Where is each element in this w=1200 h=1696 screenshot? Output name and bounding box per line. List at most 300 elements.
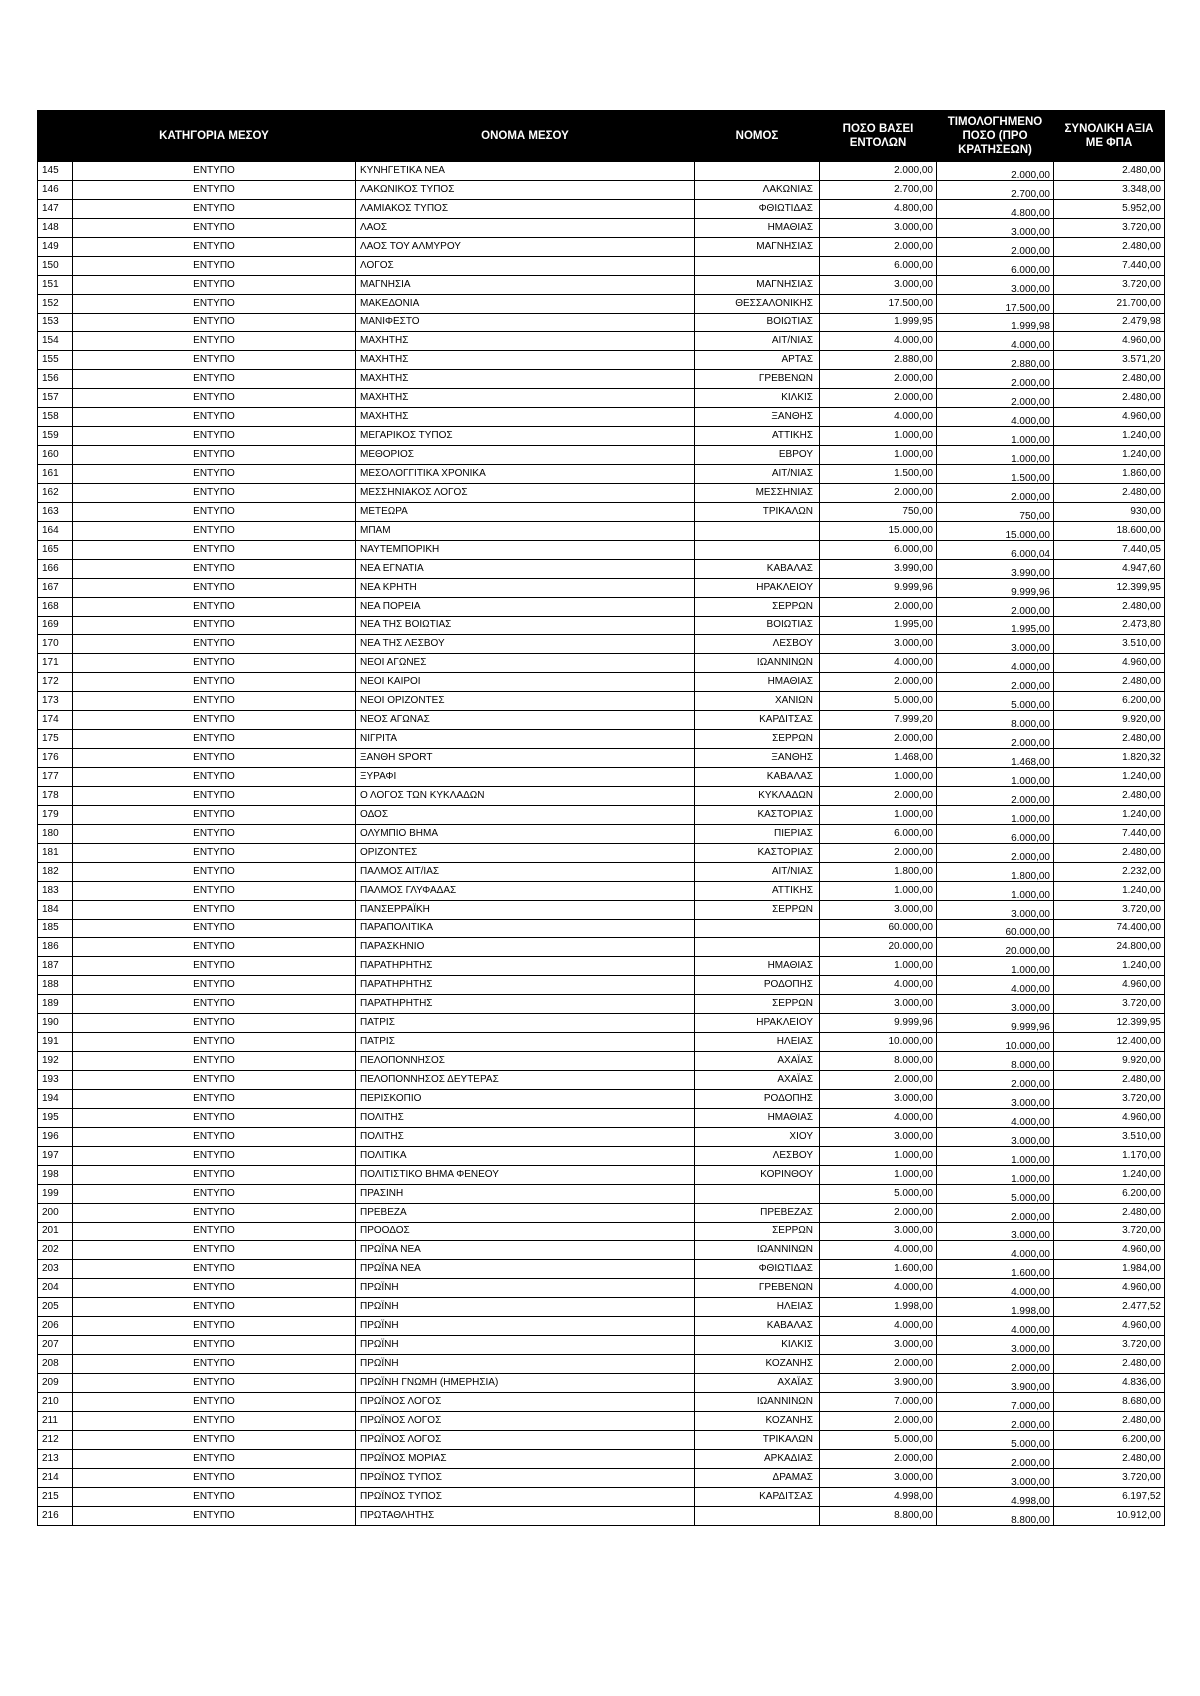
- table-row: [38, 1336, 1165, 1355]
- cell-row-number: 178: [38, 786, 73, 805]
- cell-invoiced-amount: 6.000,00: [937, 824, 1054, 843]
- cell-media-name: ΠΟΛΙΤΗΣ: [356, 1108, 695, 1127]
- table-row: [38, 162, 1165, 181]
- table-row: [38, 1317, 1165, 1336]
- cell-total-with-vat: 4.947,60: [1054, 559, 1165, 578]
- cell-media-category: ΕΝΤΥΠΟ: [73, 1089, 356, 1108]
- cell-media-category: ΕΝΤΥΠΟ: [73, 805, 356, 824]
- cell-amount-by-orders: 3.000,00: [820, 1468, 937, 1487]
- table-row: [38, 237, 1165, 256]
- table-row: [38, 711, 1165, 730]
- cell-media-name: ΠΟΛΙΤΗΣ: [356, 1127, 695, 1146]
- cell-media-name: ΛΑΟΣ: [356, 218, 695, 237]
- cell-row-number: 197: [38, 1146, 73, 1165]
- cell-invoiced-amount: 1.000,00: [937, 881, 1054, 900]
- cell-row-number: 201: [38, 1222, 73, 1241]
- cell-total-with-vat: 1.240,00: [1054, 768, 1165, 787]
- cell-total-with-vat: 2.480,00: [1054, 597, 1165, 616]
- cell-media-category: ΕΝΤΥΠΟ: [73, 1014, 356, 1033]
- cell-row-number: 164: [38, 521, 73, 540]
- cell-total-with-vat: 2.480,00: [1054, 237, 1165, 256]
- cell-total-with-vat: 8.680,00: [1054, 1392, 1165, 1411]
- table-row: [38, 881, 1165, 900]
- cell-prefecture: [695, 162, 820, 181]
- table-row: [38, 1487, 1165, 1506]
- cell-prefecture: ΜΕΣΣΗΝΙΑΣ: [695, 483, 820, 502]
- cell-media-name: ΟΛΥΜΠΙΟ ΒΗΜΑ: [356, 824, 695, 843]
- cell-invoiced-amount: 4.000,00: [937, 408, 1054, 427]
- cell-total-with-vat: 1.820,32: [1054, 749, 1165, 768]
- cell-row-number: 171: [38, 654, 73, 673]
- cell-amount-by-orders: 2.000,00: [820, 162, 937, 181]
- cell-media-category: ΕΝΤΥΠΟ: [73, 199, 356, 218]
- cell-invoiced-amount: 2.000,00: [937, 483, 1054, 502]
- table-row: [38, 786, 1165, 805]
- cell-amount-by-orders: 1.999,95: [820, 313, 937, 332]
- cell-media-category: ΕΝΤΥΠΟ: [73, 673, 356, 692]
- cell-media-category: ΕΝΤΥΠΟ: [73, 427, 356, 446]
- cell-media-category: ΕΝΤΥΠΟ: [73, 1146, 356, 1165]
- cell-invoiced-amount: 2.000,00: [937, 389, 1054, 408]
- cell-row-number: 215: [38, 1487, 73, 1506]
- table-row: [38, 597, 1165, 616]
- cell-media-category: ΕΝΤΥΠΟ: [73, 1071, 356, 1090]
- cell-media-name: ΠΡΩΪΝΟΣ ΛΟΓΟΣ: [356, 1392, 695, 1411]
- cell-row-number: 169: [38, 616, 73, 635]
- cell-total-with-vat: 21.700,00: [1054, 294, 1165, 313]
- cell-media-name: ΠΟΛΙΤΙΚΑ: [356, 1146, 695, 1165]
- cell-media-name: ΜΕΤΕΩΡΑ: [356, 502, 695, 521]
- cell-row-number: 183: [38, 881, 73, 900]
- table-row: [38, 1411, 1165, 1430]
- cell-total-with-vat: 3.720,00: [1054, 1222, 1165, 1241]
- cell-row-number: 159: [38, 427, 73, 446]
- table-row: [38, 1355, 1165, 1374]
- header-row-number: [38, 111, 73, 162]
- cell-media-category: ΕΝΤΥΠΟ: [73, 1108, 356, 1127]
- cell-media-name: ΠΑΝΣΕΡΡΑΪΚΗ: [356, 900, 695, 919]
- table-row: [38, 502, 1165, 521]
- cell-total-with-vat: 4.960,00: [1054, 1108, 1165, 1127]
- table-row: [38, 218, 1165, 237]
- table-row: [38, 654, 1165, 673]
- table-row: [38, 521, 1165, 540]
- cell-total-with-vat: 7.440,00: [1054, 824, 1165, 843]
- cell-row-number: 211: [38, 1411, 73, 1430]
- cell-total-with-vat: 3.348,00: [1054, 180, 1165, 199]
- cell-amount-by-orders: 3.900,00: [820, 1374, 937, 1393]
- cell-media-category: ΕΝΤΥΠΟ: [73, 465, 356, 484]
- cell-prefecture: ΑΡΚΑΔΙΑΣ: [695, 1449, 820, 1468]
- cell-media-name: ΞΑΝΘΗ SPORT: [356, 749, 695, 768]
- cell-total-with-vat: 2.480,00: [1054, 786, 1165, 805]
- cell-media-name: ΜΑΧΗΤΗΣ: [356, 389, 695, 408]
- cell-row-number: 185: [38, 919, 73, 938]
- cell-media-category: ΕΝΤΥΠΟ: [73, 1279, 356, 1298]
- cell-prefecture: ΡΟΔΟΠΗΣ: [695, 976, 820, 995]
- cell-total-with-vat: 2.480,00: [1054, 673, 1165, 692]
- cell-media-category: ΕΝΤΥΠΟ: [73, 1241, 356, 1260]
- table-row: [38, 1468, 1165, 1487]
- cell-media-category: ΕΝΤΥΠΟ: [73, 1165, 356, 1184]
- cell-prefecture: ΗΡΑΚΛΕΙΟΥ: [695, 1014, 820, 1033]
- cell-total-with-vat: 4.960,00: [1054, 1241, 1165, 1260]
- cell-media-category: ΕΝΤΥΠΟ: [73, 881, 356, 900]
- cell-media-name: ΛΑΚΩΝΙΚΟΣ ΤΥΠΟΣ: [356, 180, 695, 199]
- table-row: [38, 446, 1165, 465]
- cell-media-category: ΕΝΤΥΠΟ: [73, 654, 356, 673]
- cell-prefecture: [695, 540, 820, 559]
- header-amount-by-orders: ΠΟΣΟ ΒΑΣΕΙ ΕΝΤΟΛΩΝ: [820, 111, 937, 162]
- cell-media-name: ΠΡΟΟΔΟΣ: [356, 1222, 695, 1241]
- cell-amount-by-orders: 1.800,00: [820, 862, 937, 881]
- cell-media-name: ΜΕΓΑΡΙΚΟΣ ΤΥΠΟΣ: [356, 427, 695, 446]
- cell-media-name: ΜΕΣΟΛΟΓΓΙΤΙΚΑ ΧΡΟΝΙΚΑ: [356, 465, 695, 484]
- table-row: [38, 824, 1165, 843]
- cell-prefecture: ΒΟΙΩΤΙΑΣ: [695, 616, 820, 635]
- cell-media-name: ΟΡΙΖΟΝΤΕΣ: [356, 843, 695, 862]
- cell-amount-by-orders: 4.000,00: [820, 408, 937, 427]
- cell-media-category: ΕΝΤΥΠΟ: [73, 1336, 356, 1355]
- cell-row-number: 152: [38, 294, 73, 313]
- cell-total-with-vat: 9.920,00: [1054, 1052, 1165, 1071]
- cell-total-with-vat: 3.510,00: [1054, 1127, 1165, 1146]
- table-row: [38, 1146, 1165, 1165]
- cell-media-name: ΛΑΜΙΑΚΟΣ ΤΥΠΟΣ: [356, 199, 695, 218]
- cell-row-number: 157: [38, 389, 73, 408]
- cell-invoiced-amount: 5.000,00: [937, 692, 1054, 711]
- cell-row-number: 160: [38, 446, 73, 465]
- cell-prefecture: [695, 1506, 820, 1525]
- cell-prefecture: ΛΕΣΒΟΥ: [695, 1146, 820, 1165]
- cell-total-with-vat: 2.480,00: [1054, 389, 1165, 408]
- cell-amount-by-orders: 2.000,00: [820, 730, 937, 749]
- cell-media-name: ΠΕΛΟΠΟΝΝΗΣΟΣ: [356, 1052, 695, 1071]
- cell-invoiced-amount: 2.000,00: [937, 162, 1054, 181]
- cell-prefecture: ΚΑΒΑΛΑΣ: [695, 1317, 820, 1336]
- cell-prefecture: ΒΟΙΩΤΙΑΣ: [695, 313, 820, 332]
- table-row: [38, 938, 1165, 957]
- cell-media-name: ΠΡΑΣΙΝΗ: [356, 1184, 695, 1203]
- cell-invoiced-amount: 5.000,00: [937, 1430, 1054, 1449]
- cell-prefecture: ΛΕΣΒΟΥ: [695, 635, 820, 654]
- cell-invoiced-amount: 750,00: [937, 502, 1054, 521]
- cell-prefecture: ΚΟΡΙΝΘΟΥ: [695, 1165, 820, 1184]
- cell-invoiced-amount: 4.000,00: [937, 654, 1054, 673]
- cell-amount-by-orders: 4.000,00: [820, 1317, 937, 1336]
- cell-media-category: ΕΝΤΥΠΟ: [73, 1506, 356, 1525]
- cell-media-category: ΕΝΤΥΠΟ: [73, 957, 356, 976]
- cell-row-number: 156: [38, 370, 73, 389]
- cell-media-category: ΕΝΤΥΠΟ: [73, 502, 356, 521]
- cell-row-number: 158: [38, 408, 73, 427]
- cell-media-category: ΕΝΤΥΠΟ: [73, 313, 356, 332]
- cell-prefecture: ΑΤΤΙΚΗΣ: [695, 427, 820, 446]
- cell-total-with-vat: 4.960,00: [1054, 1279, 1165, 1298]
- table-row: [38, 1506, 1165, 1525]
- cell-row-number: 196: [38, 1127, 73, 1146]
- cell-amount-by-orders: 8.800,00: [820, 1506, 937, 1525]
- cell-total-with-vat: 2.477,52: [1054, 1298, 1165, 1317]
- table-row: [38, 1108, 1165, 1127]
- cell-media-category: ΕΝΤΥΠΟ: [73, 1203, 356, 1222]
- cell-prefecture: ΗΜΑΘΙΑΣ: [695, 957, 820, 976]
- cell-media-category: ΕΝΤΥΠΟ: [73, 483, 356, 502]
- cell-amount-by-orders: 2.000,00: [820, 597, 937, 616]
- cell-amount-by-orders: 1.000,00: [820, 1146, 937, 1165]
- cell-media-name: ΠΟΛΙΤΙΣΤΙΚΟ ΒΗΜΑ ΦΕΝΕΟΥ: [356, 1165, 695, 1184]
- table-row: [38, 1052, 1165, 1071]
- table-row: [38, 408, 1165, 427]
- cell-prefecture: ΛΑΚΩΝΙΑΣ: [695, 180, 820, 199]
- table-row: [38, 900, 1165, 919]
- cell-media-category: ΕΝΤΥΠΟ: [73, 1374, 356, 1393]
- cell-media-name: ΠΡΩΪΝΟΣ ΛΟΓΟΣ: [356, 1430, 695, 1449]
- cell-row-number: 192: [38, 1052, 73, 1071]
- cell-total-with-vat: 1.860,00: [1054, 465, 1165, 484]
- cell-media-name: ΠΡΩΪΝΗ: [356, 1355, 695, 1374]
- cell-amount-by-orders: 1.000,00: [820, 427, 937, 446]
- cell-media-name: ΠΑΡΑΣΚΗΝΙΟ: [356, 938, 695, 957]
- cell-media-category: ΕΝΤΥΠΟ: [73, 1411, 356, 1430]
- table-row: [38, 256, 1165, 275]
- cell-invoiced-amount: 2.000,00: [937, 370, 1054, 389]
- spreadsheet-page: [37, 110, 1164, 1526]
- cell-invoiced-amount: 6.000,00: [937, 256, 1054, 275]
- cell-amount-by-orders: 1.000,00: [820, 805, 937, 824]
- cell-amount-by-orders: 6.000,00: [820, 540, 937, 559]
- cell-total-with-vat: 3.720,00: [1054, 1336, 1165, 1355]
- cell-media-category: ΕΝΤΥΠΟ: [73, 616, 356, 635]
- cell-amount-by-orders: 9.999,96: [820, 578, 937, 597]
- cell-media-name: ΠΑΤΡΙΣ: [356, 1014, 695, 1033]
- table-row: [38, 1260, 1165, 1279]
- cell-prefecture: ΘΕΣΣΑΛΟΝΙΚΗΣ: [695, 294, 820, 313]
- cell-amount-by-orders: 5.000,00: [820, 1184, 937, 1203]
- table-row: [38, 1165, 1165, 1184]
- cell-media-name: ΜΕΣΣΗΝΙΑΚΟΣ ΛΟΓΟΣ: [356, 483, 695, 502]
- cell-prefecture: ΑΧΑΪΑΣ: [695, 1071, 820, 1090]
- cell-amount-by-orders: 15.000,00: [820, 521, 937, 540]
- cell-media-name: ΠΑΡΑΤΗΡΗΤΗΣ: [356, 995, 695, 1014]
- cell-prefecture: ΑΙΤ/ΝΙΑΣ: [695, 332, 820, 351]
- cell-media-name: ΝΕΟΙ ΚΑΙΡΟΙ: [356, 673, 695, 692]
- cell-row-number: 195: [38, 1108, 73, 1127]
- cell-amount-by-orders: 2.000,00: [820, 786, 937, 805]
- cell-row-number: 173: [38, 692, 73, 711]
- cell-invoiced-amount: 3.000,00: [937, 1222, 1054, 1241]
- cell-amount-by-orders: 3.990,00: [820, 559, 937, 578]
- cell-media-name: ΜΑΧΗΤΗΣ: [356, 408, 695, 427]
- cell-row-number: 190: [38, 1014, 73, 1033]
- cell-invoiced-amount: 4.000,00: [937, 1108, 1054, 1127]
- cell-row-number: 148: [38, 218, 73, 237]
- cell-prefecture: ΠΡΕΒΕΖΑΣ: [695, 1203, 820, 1222]
- cell-media-name: ΜΑΚΕΔΟΝΙΑ: [356, 294, 695, 313]
- cell-media-category: ΕΝΤΥΠΟ: [73, 597, 356, 616]
- cell-row-number: 181: [38, 843, 73, 862]
- header-media-name: ΟΝΟΜΑ ΜΕΣΟΥ: [356, 111, 695, 162]
- cell-media-category: ΕΝΤΥΠΟ: [73, 862, 356, 881]
- cell-media-name: ΠΕΛΟΠΟΝΝΗΣΟΣ ΔΕΥΤΕΡΑΣ: [356, 1071, 695, 1090]
- cell-amount-by-orders: 7.000,00: [820, 1392, 937, 1411]
- cell-total-with-vat: 2.479,98: [1054, 313, 1165, 332]
- cell-amount-by-orders: 60.000,00: [820, 919, 937, 938]
- cell-amount-by-orders: 1.000,00: [820, 957, 937, 976]
- cell-media-category: ΕΝΤΥΠΟ: [73, 540, 356, 559]
- cell-row-number: 208: [38, 1355, 73, 1374]
- cell-media-name: ΛΑΟΣ ΤΟΥ ΑΛΜΥΡΟΥ: [356, 237, 695, 256]
- cell-amount-by-orders: 3.000,00: [820, 1336, 937, 1355]
- cell-total-with-vat: 2.480,00: [1054, 1203, 1165, 1222]
- cell-media-name: ΝΕΟΙ ΟΡΙΖΟΝΤΕΣ: [356, 692, 695, 711]
- cell-amount-by-orders: 1.600,00: [820, 1260, 937, 1279]
- cell-media-name: ΜΑΧΗΤΗΣ: [356, 351, 695, 370]
- cell-prefecture: ΠΙΕΡΙΑΣ: [695, 824, 820, 843]
- cell-total-with-vat: 2.473,80: [1054, 616, 1165, 635]
- cell-row-number: 209: [38, 1374, 73, 1393]
- cell-amount-by-orders: 2.880,00: [820, 351, 937, 370]
- cell-amount-by-orders: 3.000,00: [820, 900, 937, 919]
- cell-total-with-vat: 7.440,00: [1054, 256, 1165, 275]
- table-row: [38, 1184, 1165, 1203]
- cell-media-category: ΕΝΤΥΠΟ: [73, 162, 356, 181]
- cell-media-category: ΕΝΤΥΠΟ: [73, 1449, 356, 1468]
- cell-media-name: ΠΡΩΪΝΑ ΝΕΑ: [356, 1241, 695, 1260]
- cell-prefecture: ΑΧΑΪΑΣ: [695, 1052, 820, 1071]
- cell-media-category: ΕΝΤΥΠΟ: [73, 1127, 356, 1146]
- cell-row-number: 189: [38, 995, 73, 1014]
- cell-media-name: ΠΑΡΑΤΗΡΗΤΗΣ: [356, 957, 695, 976]
- cell-prefecture: [695, 521, 820, 540]
- cell-prefecture: ΣΕΡΡΩΝ: [695, 900, 820, 919]
- cell-row-number: 214: [38, 1468, 73, 1487]
- cell-row-number: 151: [38, 275, 73, 294]
- cell-total-with-vat: 9.920,00: [1054, 711, 1165, 730]
- cell-media-name: ΠΡΩΪΝΟΣ ΤΥΠΟΣ: [356, 1468, 695, 1487]
- cell-total-with-vat: 24.800,00: [1054, 938, 1165, 957]
- cell-row-number: 180: [38, 824, 73, 843]
- cell-invoiced-amount: 1.995,00: [937, 616, 1054, 635]
- cell-total-with-vat: 10.912,00: [1054, 1506, 1165, 1525]
- cell-media-name: ΠΡΩΪΝΗ: [356, 1279, 695, 1298]
- cell-row-number: 194: [38, 1089, 73, 1108]
- cell-media-name: ΠΡΩΤΑΘΛΗΤΗΣ: [356, 1506, 695, 1525]
- cell-total-with-vat: 4.960,00: [1054, 976, 1165, 995]
- table-row: [38, 1430, 1165, 1449]
- cell-invoiced-amount: 1.000,00: [937, 768, 1054, 787]
- cell-invoiced-amount: 2.000,00: [937, 237, 1054, 256]
- cell-total-with-vat: 5.952,00: [1054, 199, 1165, 218]
- cell-prefecture: ΑΙΤ/ΝΙΑΣ: [695, 862, 820, 881]
- cell-total-with-vat: 3.720,00: [1054, 218, 1165, 237]
- cell-media-category: ΕΝΤΥΠΟ: [73, 711, 356, 730]
- cell-amount-by-orders: 2.000,00: [820, 1411, 937, 1430]
- table-row: [38, 1374, 1165, 1393]
- cell-total-with-vat: 18.600,00: [1054, 521, 1165, 540]
- cell-media-name: ΟΔΟΣ: [356, 805, 695, 824]
- cell-prefecture: ΑΤΤΙΚΗΣ: [695, 881, 820, 900]
- cell-row-number: 175: [38, 730, 73, 749]
- cell-media-category: ΕΝΤΥΠΟ: [73, 446, 356, 465]
- cell-row-number: 170: [38, 635, 73, 654]
- cell-amount-by-orders: 1.995,00: [820, 616, 937, 635]
- cell-total-with-vat: 4.960,00: [1054, 1317, 1165, 1336]
- cell-invoiced-amount: 8.000,00: [937, 711, 1054, 730]
- cell-media-category: ΕΝΤΥΠΟ: [73, 900, 356, 919]
- cell-prefecture: ΓΡΕΒΕΝΩΝ: [695, 370, 820, 389]
- table-row: [38, 1279, 1165, 1298]
- header-prefecture: ΝΟΜΟΣ: [695, 111, 820, 162]
- cell-row-number: 161: [38, 465, 73, 484]
- table-row: [38, 976, 1165, 995]
- cell-media-category: ΕΝΤΥΠΟ: [73, 237, 356, 256]
- cell-total-with-vat: 3.720,00: [1054, 995, 1165, 1014]
- cell-total-with-vat: 3.720,00: [1054, 1468, 1165, 1487]
- cell-media-category: ΕΝΤΥΠΟ: [73, 521, 356, 540]
- cell-amount-by-orders: 6.000,00: [820, 256, 937, 275]
- cell-prefecture: ΚΥΚΛΑΔΩΝ: [695, 786, 820, 805]
- cell-media-name: ΝΕΑ ΠΟΡΕΙΑ: [356, 597, 695, 616]
- cell-invoiced-amount: 17.500,00: [937, 294, 1054, 313]
- table-row: [38, 957, 1165, 976]
- table-header: [38, 111, 1165, 162]
- cell-invoiced-amount: 3.000,00: [937, 1468, 1054, 1487]
- cell-media-name: ΠΡΩΪΝΟΣ ΤΥΠΟΣ: [356, 1487, 695, 1506]
- cell-row-number: 191: [38, 1033, 73, 1052]
- cell-media-category: ΕΝΤΥΠΟ: [73, 218, 356, 237]
- cell-row-number: 165: [38, 540, 73, 559]
- cell-invoiced-amount: 1.468,00: [937, 749, 1054, 768]
- cell-media-name: ΝΕΑ ΕΓΝΑΤΙΑ: [356, 559, 695, 578]
- cell-prefecture: ΜΑΓΝΗΣΙΑΣ: [695, 237, 820, 256]
- cell-amount-by-orders: 2.000,00: [820, 1355, 937, 1374]
- cell-media-name: ΠΡΩΪΝΗ: [356, 1336, 695, 1355]
- cell-media-name: ΜΑΧΗΤΗΣ: [356, 370, 695, 389]
- cell-amount-by-orders: 1.000,00: [820, 446, 937, 465]
- cell-media-category: ΕΝΤΥΠΟ: [73, 692, 356, 711]
- cell-invoiced-amount: 60.000,00: [937, 919, 1054, 938]
- cell-invoiced-amount: 4.998,00: [937, 1487, 1054, 1506]
- cell-invoiced-amount: 2.000,00: [937, 673, 1054, 692]
- cell-media-category: ΕΝΤΥΠΟ: [73, 1052, 356, 1071]
- table-row: [38, 540, 1165, 559]
- cell-row-number: 200: [38, 1203, 73, 1222]
- cell-prefecture: ΗΛΕΙΑΣ: [695, 1298, 820, 1317]
- cell-media-name: ΠΑΤΡΙΣ: [356, 1033, 695, 1052]
- cell-row-number: 154: [38, 332, 73, 351]
- cell-amount-by-orders: 4.000,00: [820, 1241, 937, 1260]
- cell-invoiced-amount: 3.000,00: [937, 995, 1054, 1014]
- cell-media-name: ΝΙΓΡΙΤΑ: [356, 730, 695, 749]
- table-row: [38, 1392, 1165, 1411]
- cell-invoiced-amount: 8.000,00: [937, 1052, 1054, 1071]
- cell-total-with-vat: 6.200,00: [1054, 1430, 1165, 1449]
- cell-row-number: 212: [38, 1430, 73, 1449]
- cell-row-number: 203: [38, 1260, 73, 1279]
- cell-amount-by-orders: 3.000,00: [820, 218, 937, 237]
- cell-invoiced-amount: 3.990,00: [937, 559, 1054, 578]
- cell-invoiced-amount: 9.999,96: [937, 1014, 1054, 1033]
- cell-media-category: ΕΝΤΥΠΟ: [73, 768, 356, 787]
- cell-media-category: ΕΝΤΥΠΟ: [73, 559, 356, 578]
- cell-row-number: 210: [38, 1392, 73, 1411]
- cell-media-name: ΠΑΡΑΠΟΛΙΤΙΚΑ: [356, 919, 695, 938]
- cell-amount-by-orders: 2.000,00: [820, 1071, 937, 1090]
- cell-row-number: 184: [38, 900, 73, 919]
- cell-total-with-vat: 6.197,52: [1054, 1487, 1165, 1506]
- cell-prefecture: ΦΘΙΩΤΙΔΑΣ: [695, 1260, 820, 1279]
